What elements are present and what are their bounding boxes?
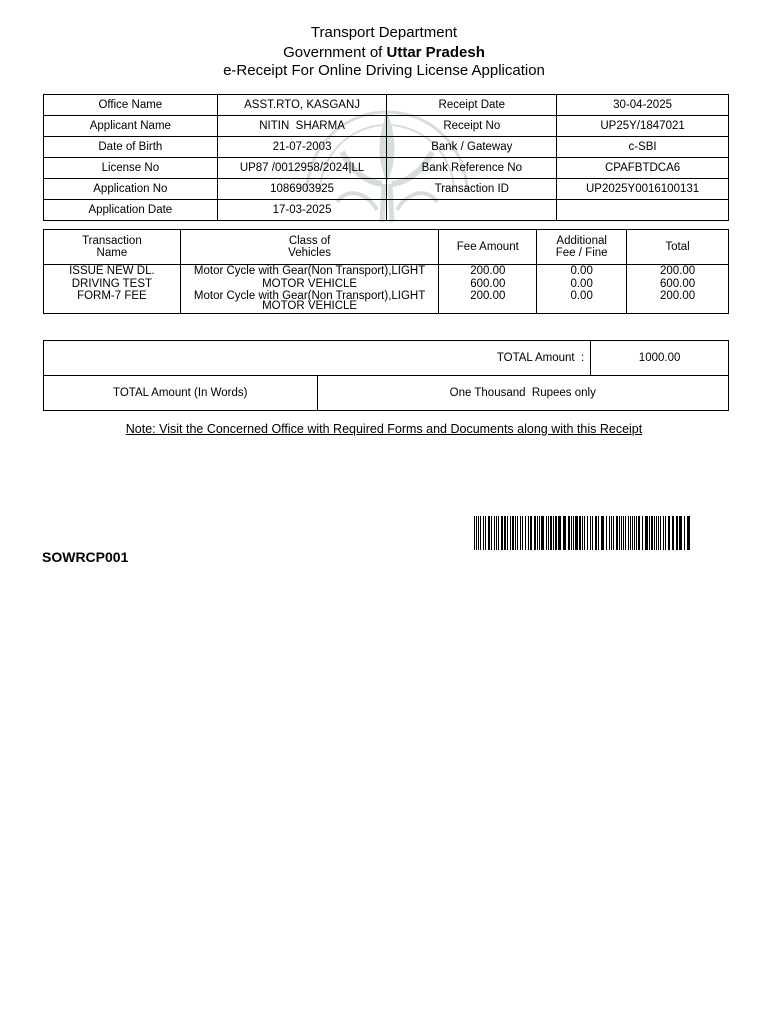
list-item: DRIVING TEST xyxy=(71,277,153,290)
header-text: Additional xyxy=(556,235,607,247)
list-item: ISSUE NEW DL. xyxy=(69,265,155,277)
list-item: 600.00 xyxy=(470,277,506,290)
application-date-value: 17-03-2025 xyxy=(217,200,387,221)
table-row xyxy=(44,341,729,376)
bank-ref-value: CPAFBTDCA6 xyxy=(557,158,729,179)
table-row xyxy=(44,116,729,137)
col-transaction-name xyxy=(44,230,181,265)
vehicle-classes xyxy=(180,265,439,314)
office-name-label: Office Name xyxy=(44,95,218,116)
receipt-date-label: Receipt Date xyxy=(387,95,557,116)
clipped-cell xyxy=(537,265,626,303)
table-row xyxy=(44,158,729,179)
form-code: SOWRCP001 xyxy=(42,549,129,565)
row-totals xyxy=(627,265,729,314)
dob-label: Date of Birth xyxy=(44,137,218,158)
header-text: Fee / Fine xyxy=(555,247,608,259)
list-item: 600.00 xyxy=(659,277,696,290)
receipt-note: Note: Visit the Concerned Office with Required Forms and Documents along with this Receipt xyxy=(125,422,643,436)
barcode xyxy=(474,516,690,555)
clipped-cell xyxy=(44,265,180,303)
header-text: Transaction xyxy=(82,235,142,247)
applicant-name-value: NITIN SHARMA xyxy=(217,116,387,137)
col-fee-amount: Fee Amount xyxy=(439,230,537,265)
list-item: MOTOR VEHICLE xyxy=(262,277,358,290)
empty-cell xyxy=(44,341,318,376)
government-prefix: Government of xyxy=(283,44,383,61)
license-no-label: License No xyxy=(44,158,218,179)
table-row xyxy=(44,376,729,411)
receipt-no-label: Receipt No xyxy=(387,116,557,137)
receipt-date-value: 30-04-2025 xyxy=(557,95,729,116)
application-date-label: Application Date xyxy=(44,200,218,221)
total-words-table xyxy=(43,375,729,411)
empty-cell xyxy=(557,200,729,221)
fee-amounts xyxy=(439,265,537,314)
office-name-value: ASST.RTO, KASGANJ xyxy=(217,95,387,116)
table-row xyxy=(44,95,729,116)
table-row xyxy=(44,137,729,158)
bank-value: c-SBI xyxy=(557,137,729,158)
list-item: FORM-7 FEE xyxy=(77,290,147,303)
empty-cell xyxy=(387,200,557,221)
totals-table xyxy=(43,340,729,376)
state-name: Uttar Pradesh xyxy=(386,44,485,61)
list-item: 0.00 xyxy=(570,277,593,290)
receipt-title: e-Receipt For Online Driving License Application xyxy=(223,62,545,79)
list-item: 200.00 xyxy=(470,265,506,277)
clipped-cell xyxy=(439,265,536,303)
list-item: 0.00 xyxy=(570,265,593,277)
department-title: Transport Department xyxy=(310,24,458,41)
list-item: 200.00 xyxy=(659,290,696,303)
list-item-overflow: MOTOR VEHICLE xyxy=(262,300,358,313)
table-row xyxy=(44,179,729,200)
total-words-label: TOTAL Amount (In Words) xyxy=(44,376,318,411)
fee-header-row xyxy=(44,230,729,265)
applicant-info-table xyxy=(43,94,729,221)
table-row xyxy=(44,200,729,221)
receipt-no-value: UP25Y/1847021 xyxy=(557,116,729,137)
header-text: Class of xyxy=(288,235,331,247)
clipped-cell xyxy=(627,265,728,303)
header-text: Name xyxy=(96,247,128,259)
transaction-id-label: Transaction ID xyxy=(387,179,557,200)
total-amount-label: TOTAL Amount : xyxy=(317,341,591,376)
list-item: Motor Cycle with Gear(Non Transport),LIGHT xyxy=(193,290,426,303)
list-item: 200.00 xyxy=(470,290,506,303)
list-item: 200.00 xyxy=(659,265,696,277)
col-additional-fee xyxy=(537,230,627,265)
applicant-name-label: Applicant Name xyxy=(44,116,218,137)
bank-label: Bank / Gateway xyxy=(387,137,557,158)
transaction-id-value: UP2025Y0016100131 xyxy=(557,179,729,200)
transaction-names xyxy=(44,265,181,314)
fee-table xyxy=(43,229,729,314)
total-amount-value: 1000.00 xyxy=(591,341,729,376)
government-title xyxy=(0,44,768,61)
list-item: Motor Cycle with Gear(Non Transport),LIGHT xyxy=(193,265,426,277)
additional-fees xyxy=(537,265,627,314)
application-no-label: Application No xyxy=(44,179,218,200)
application-no-value: 1086903925 xyxy=(217,179,387,200)
total-words-value: One Thousand Rupees only xyxy=(317,376,728,411)
bank-ref-label: Bank Reference No xyxy=(387,158,557,179)
license-no-value: UP87 /0012958/2024|LL xyxy=(217,158,387,179)
col-class-of-vehicles xyxy=(180,230,439,265)
dob-value: 21-07-2003 xyxy=(217,137,387,158)
fee-data-row xyxy=(44,265,729,314)
list-item: 0.00 xyxy=(570,290,593,303)
header-text: Vehicles xyxy=(288,247,331,259)
col-total: Total xyxy=(627,230,729,265)
